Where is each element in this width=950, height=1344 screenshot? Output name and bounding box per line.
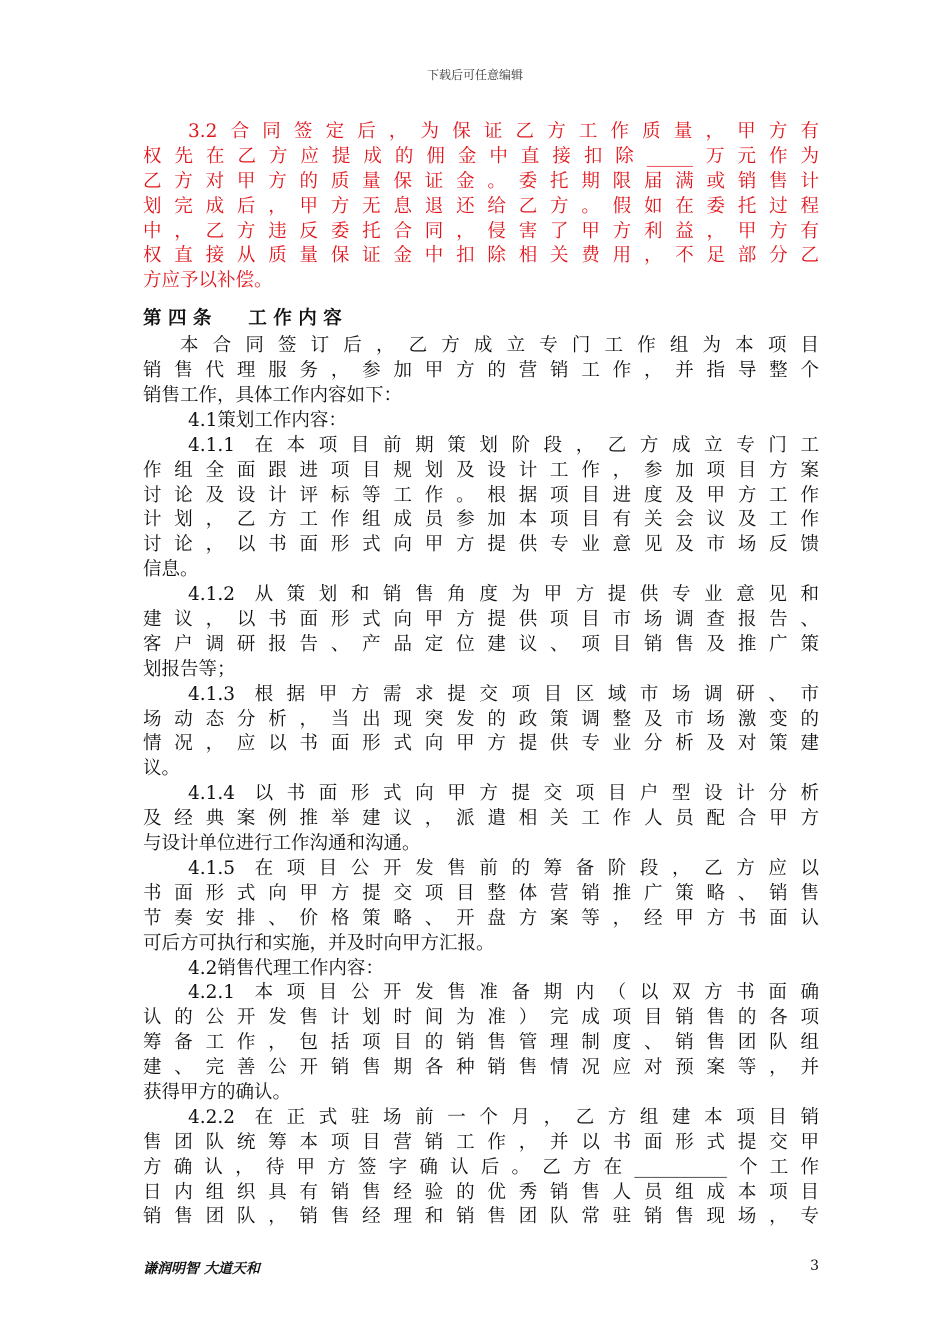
text-line: 书面形式向甲方提交项目整体营销推广策略、销售 bbox=[143, 882, 819, 904]
text-line: 日内组织具有销售经验的优秀销售人员组成本项目 bbox=[143, 1181, 819, 1203]
text-line: 销售工作，具体工作内容如下： bbox=[143, 385, 403, 407]
text-line: 售团队统筹本项目营销工作，并以书面形式提交甲 bbox=[143, 1131, 819, 1153]
text-line: 3.2合同签定后，为保证乙方工作质量，甲方有 bbox=[188, 121, 819, 142]
text-line: 划报告等； bbox=[143, 658, 236, 680]
text-line: 4.2销售代理工作内容： bbox=[188, 957, 384, 979]
text-line: 4.1策划工作内容： bbox=[188, 409, 347, 431]
text-line: 作组全面跟进项目规划及设计工作，参加项目方案 bbox=[143, 459, 819, 481]
text-line: 4.1.4 以书面形式向甲方提交项目户型设计分析 bbox=[188, 783, 819, 805]
text-line: 与设计单位进行工作沟通和沟通。 bbox=[143, 833, 421, 855]
text-line: 4.2.1 本项目公开发售准备期内（以双方书面确 bbox=[188, 982, 819, 1004]
text-line: 销售代理服务，参加甲方的营销工作，并指导整个 bbox=[143, 360, 819, 382]
text-line: 情况，应以书面形式向甲方提供专业分析及对策建 bbox=[143, 733, 819, 755]
text-line: 4.1.2 从策划和销售角度为甲方提供专业意见和 bbox=[188, 584, 819, 606]
text-line: 权直接从质量保证金中扣除相关费用，不足部分乙 bbox=[143, 245, 819, 267]
document-body bbox=[143, 120, 819, 1230]
text-line: 建议，以书面形式向甲方提供项目市场调查报告、 bbox=[143, 609, 819, 631]
text-line: 建、完善公开销售期各种销售情况应对预案等，并 bbox=[143, 1057, 819, 1079]
text-line: 筹备工作，包括项目的销售管理制度、销售团队组 bbox=[143, 1032, 819, 1054]
page-number: 3 bbox=[810, 1258, 819, 1274]
text-line: 信息。 bbox=[143, 559, 199, 581]
text-line: 场动态分析，当出现突发的政策调整及市场激变的 bbox=[143, 708, 819, 730]
text-line: 销售团队，销售经理和销售团队常驻销售现场，专 bbox=[143, 1206, 819, 1228]
text-line: 4.2.2 在正式驻场前一个月，乙方组建本项目销 bbox=[188, 1106, 819, 1128]
text-line: 权先在乙方应提成的佣金中直接扣除_____万元作为 bbox=[143, 145, 819, 167]
text-line: 划完成后，甲方无息退还给乙方。假如在委托过程 bbox=[143, 195, 819, 217]
text-line: 讨论及设计评标等工作。根据项目进度及甲方工作 bbox=[143, 484, 819, 506]
text-line: 议。 bbox=[143, 758, 181, 780]
text-line: 客户调研报告、产品定位建议、项目销售及推广策 bbox=[143, 633, 819, 655]
text-line: 及经典案例推举建议，派遣相关工作人员配合甲方 bbox=[143, 808, 819, 830]
text-line: 本合同签订后，乙方成立专门工作组为本项目 bbox=[180, 335, 819, 357]
text-line: 方确认，待甲方签字确认后。乙方在__________个工作 bbox=[143, 1156, 819, 1178]
text-line: 方应予以补偿。 bbox=[143, 270, 273, 292]
text-line: 4.1.5 在项目公开发售前的筹备阶段，乙方应以 bbox=[188, 857, 819, 879]
text-line: 4.1.1 在本项目前期策划阶段，乙方成立专门工 bbox=[188, 434, 819, 456]
text-line: 节奏安排、价格策略、开盘方案等，经甲方书面认 bbox=[143, 907, 819, 929]
text-line: 第 四 条 工 作 内 容 bbox=[143, 308, 342, 330]
footer-motto: 谦润明智 大道天和 bbox=[143, 1261, 260, 1277]
text-line: 讨论，以书面形式向甲方提供专业意见及市场反馈 bbox=[143, 534, 819, 556]
text-line: 4.1.3 根据甲方需求提交项目区域市场调研、市 bbox=[188, 683, 819, 705]
text-line: 中，乙方违反委托合同，侵害了甲方利益，甲方有 bbox=[143, 220, 819, 242]
text-line: 认的公开发售计划时间为准）完成项目销售的各项 bbox=[143, 1007, 819, 1029]
text-line: 获得甲方的确认。 bbox=[143, 1081, 292, 1103]
text-line: 乙方对甲方的质量保证金。委托期限届满或销售计 bbox=[143, 170, 819, 192]
text-line: 可后方可执行和实施，并及时向甲方汇报。 bbox=[143, 932, 495, 954]
text-line: 计划，乙方工作组成员参加本项目有关会议及工作 bbox=[143, 509, 819, 531]
page-header: 下载后可任意编辑 bbox=[426, 68, 523, 82]
